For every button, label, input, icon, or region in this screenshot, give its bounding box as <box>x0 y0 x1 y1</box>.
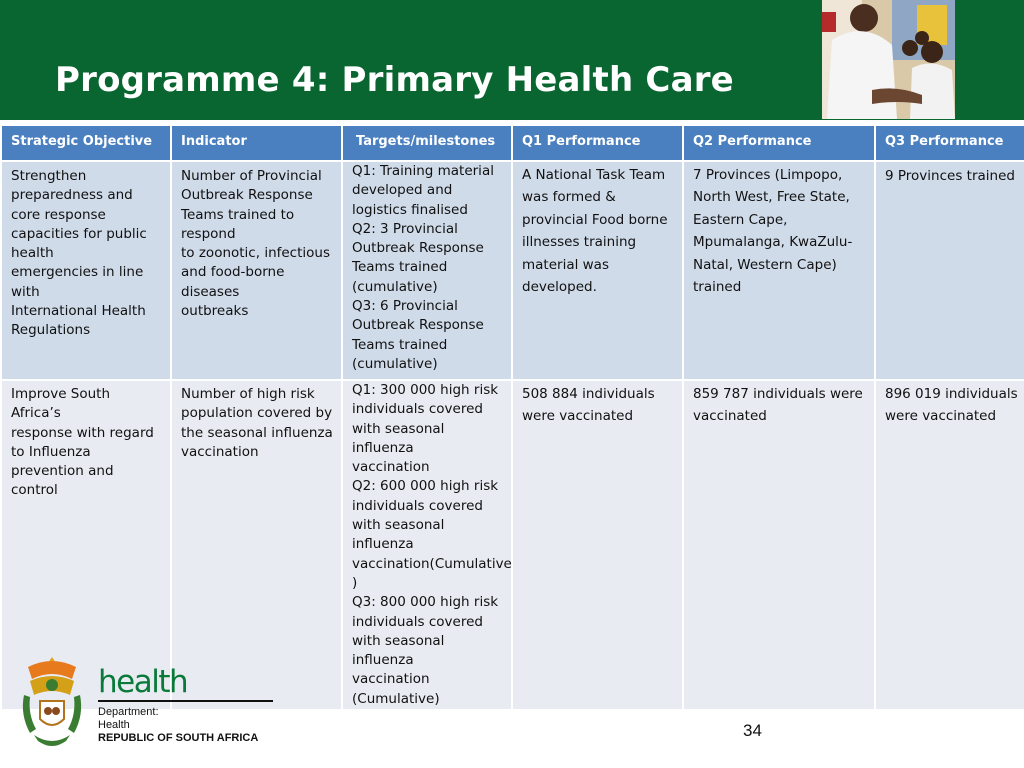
vaccination-photo-icon <box>822 0 955 119</box>
health-wordmark: health <box>98 664 188 700</box>
q1-performance-cell: 508 884 individuals were vaccinated <box>512 380 683 710</box>
column-header-indicator: Indicator <box>171 125 342 161</box>
column-header-targets: Targets/milestones <box>342 125 512 161</box>
column-header-q2: Q2 Performance <box>683 125 875 161</box>
coat-of-arms-logo <box>16 655 88 751</box>
page-number: 34 <box>743 721 762 740</box>
targets-cell: Q1: Training material developed and logistics finalised Q2: 3 Provincial Outbreak Response Teams trained (cumulative) Q3: 6 Provincial Outbreak Response Teams trained (cumulative) <box>342 161 512 380</box>
table-header-row <box>1 125 1024 161</box>
indicator-cell: Number of high risk population covered by the seasonal influenza vaccination <box>171 380 342 710</box>
q3-performance-cell: 896 019 individuals were vaccinated <box>875 380 1024 710</box>
column-header-strategic-objective: Strategic Objective <box>1 125 171 161</box>
department-name: Health <box>98 719 130 731</box>
table-row <box>1 380 1024 710</box>
targets-cell: Q1: 300 000 high risk individuals covered with seasonal influenza vaccination Q2: 600 000 high risk individuals covered with seasonal influenza vaccination(Cumulative ) Q3: 800 000 high risk individuals covered with seasonal influenza vaccination (Cumulative) <box>342 380 512 710</box>
strategic-objective-cell: Improve South Africa’s response with regard to Influenza prevention and control <box>1 380 171 710</box>
q1-performance-cell: A National Task Team was formed & provincial Food borne illnesses training material was developed. <box>512 161 683 380</box>
strategic-objective-cell: Strengthen preparedness and core response capacities for public health emergencies in line with International Health Regulations <box>1 161 171 380</box>
q3-performance-cell: 9 Provinces trained <box>875 161 1024 380</box>
footer-divider <box>98 700 273 702</box>
q2-performance-cell: 7 Provinces (Limpopo, North West, Free State, Eastern Cape, Mpumalanga, KwaZulu- Natal, Western Cape) trained <box>683 161 875 380</box>
health-logo <box>98 664 187 700</box>
header-photo <box>822 0 955 119</box>
department-label <box>98 706 258 745</box>
indicator-cell: Number of Provincial Outbreak Response Teams trained to respond to zoonotic, infectious and food-borne diseases outbreaks <box>171 161 342 380</box>
programme-table <box>0 124 1024 711</box>
page-title: Programme 4: Primary Health Care <box>55 60 734 100</box>
column-header-q1: Q1 Performance <box>512 125 683 161</box>
q2-performance-cell: 859 787 individuals were vaccinated <box>683 380 875 710</box>
column-header-q3: Q3 Performance <box>875 125 1024 161</box>
country-name: REPUBLIC OF SOUTH AFRICA <box>98 732 259 744</box>
coat-of-arms-icon <box>16 655 88 751</box>
table-row <box>1 161 1024 380</box>
department-line: Department: <box>98 706 159 718</box>
header-banner <box>0 0 1024 120</box>
